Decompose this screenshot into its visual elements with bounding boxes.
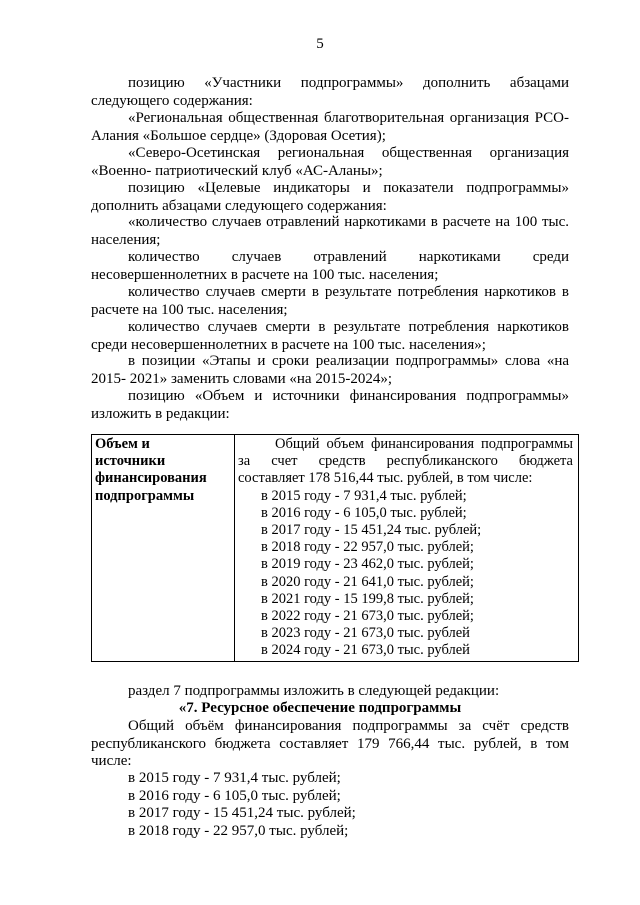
paragraph-org-big-heart: «Региональная общественная благотворительная организация РСО-Алания «Большое сердце» (Здоровая Осетия); xyxy=(91,110,569,144)
paragraph-poisonings-minors: количество случаев отравлений наркотиками среди несовершеннолетних в расчете на 100 тыс. населения; xyxy=(91,249,569,283)
label-line: Объем и xyxy=(95,436,150,452)
paragraph-financing: позицию «Объем и источники финансирования подпрограммы» изложить в редакции: xyxy=(91,388,569,422)
label-line: подпрограммы xyxy=(95,487,195,504)
paragraph-participants: позицию «Участники подпрограммы» дополнить абзацами следующего содержания: xyxy=(91,75,569,109)
section-year-amount: в 2016 году - 6 105,0 тыс. рублей; xyxy=(128,788,341,804)
table-row xyxy=(92,435,579,662)
financing-table xyxy=(91,434,579,662)
paragraph-stages: в позиции «Этапы и сроки реализации подпрограммы» слова «на 2015- 2021» заменить словами «на 2015-2024»; xyxy=(91,353,569,387)
section-text: Общий объём финансирования подпрограммы за счёт средств республиканского бюджета составляет 179 766,44 тыс. рублей, в том числе: xyxy=(91,718,569,769)
section-year-amount: в 2017 году - 15 451,24 тыс. рублей; xyxy=(128,805,356,821)
label-line: финансирования xyxy=(95,470,207,487)
page-number: 5 xyxy=(316,36,324,52)
year-amount: в 2018 году - 22 957,0 тыс. рублей; xyxy=(261,539,474,556)
paragraph-poisonings: «количество случаев отравлений наркотиками в расчете на 100 тыс. населения; xyxy=(91,214,569,248)
paragraph-indicators: позицию «Целевые индикаторы и показатели подпрограммы» дополнить абзацами следующего содержания: xyxy=(91,180,569,214)
section-intro: раздел 7 подпрограммы изложить в следующей редакции: xyxy=(128,683,500,699)
label-line: источники xyxy=(95,453,166,470)
paragraph-deaths-minors: количество случаев смерти в результате потребления наркотиков среди несовершеннолетних в расчете на 100 тыс. населения»; xyxy=(91,319,569,353)
year-amount: в 2017 году - 15 451,24 тыс. рублей; xyxy=(261,522,482,539)
year-amount: в 2022 году - 21 673,0 тыс. рублей; xyxy=(261,608,474,625)
section-year-amount: в 2018 году - 22 957,0 тыс. рублей; xyxy=(128,823,349,839)
financing-intro: Общий объем финансирования подпрограммы за счет средств республиканского бюджета составляет 178 516,44 тыс. рублей, в том числе: xyxy=(238,436,573,487)
year-amount: в 2015 году - 7 931,4 тыс. рублей; xyxy=(261,487,467,504)
year-amount: в 2019 году - 23 462,0 тыс. рублей; xyxy=(261,556,474,573)
table-label-cell xyxy=(92,435,235,662)
table-value-cell xyxy=(235,435,579,662)
year-amount: в 2024 году - 21 673,0 тыс. рублей xyxy=(261,642,470,659)
year-amount: в 2016 году - 6 105,0 тыс. рублей; xyxy=(261,504,467,521)
year-amount: в 2021 году - 15 199,8 тыс. рублей; xyxy=(261,590,474,607)
year-amount: в 2023 году - 21 673,0 тыс. рублей xyxy=(261,625,470,642)
year-amount: в 2020 году - 21 641,0 тыс. рублей; xyxy=(261,573,474,590)
section-heading: «7. Ресурсное обеспечение подпрограммы xyxy=(178,700,462,716)
paragraph-deaths: количество случаев смерти в результате потребления наркотиков в расчете на 100 тыс. населения; xyxy=(91,284,569,318)
section-year-amount: в 2015 году - 7 931,4 тыс. рублей; xyxy=(128,770,341,786)
paragraph-org-as-alany: «Северо-Осетинская региональная общественная организация «Военно- патриотический клуб «АС-Аланы»; xyxy=(91,145,569,179)
